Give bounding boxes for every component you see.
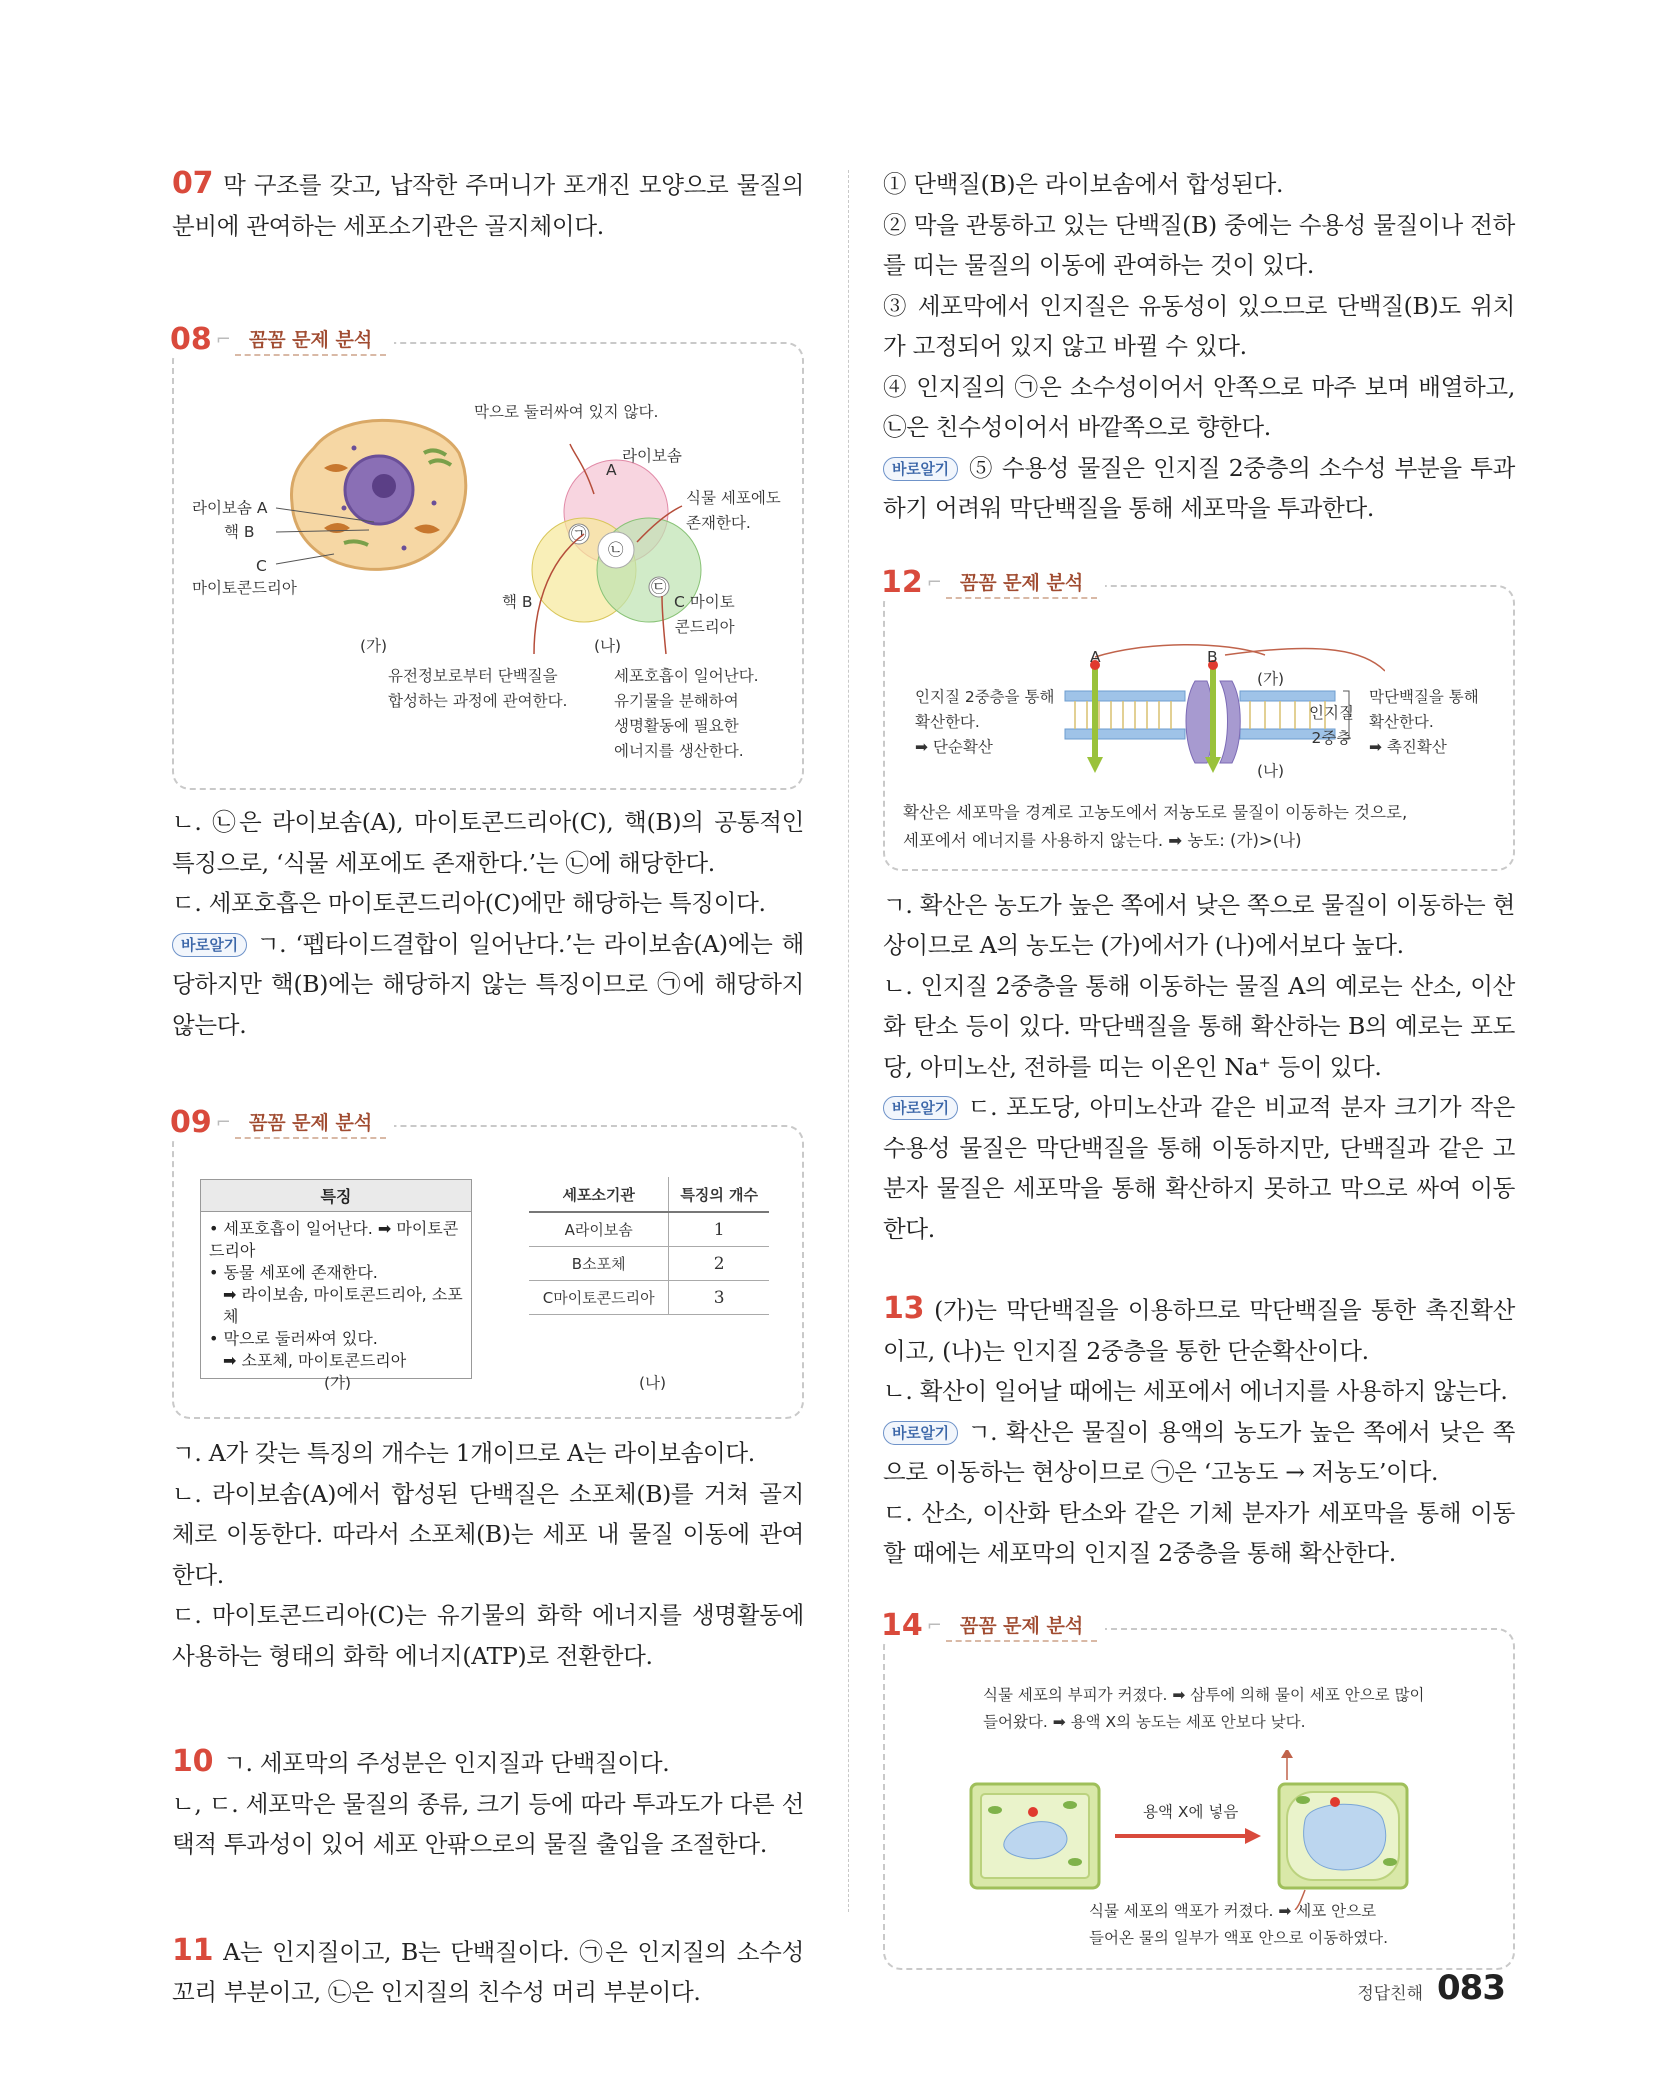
label-respiration-note: 세포호흡이 일어난다. 유기물을 분해하여 생명활동에 필요한 에너지를 생산한다. [614, 667, 759, 760]
answer-11-p5: 바로알기 ⑤ 수용성 물질은 인지질 2중층의 소수성 부분을 투과하기 어려워 막단백질을 통해 세포막을 투과한다. [883, 453, 1515, 522]
left-column [172, 164, 804, 2013]
label-symbol-3: ㉢ [651, 578, 667, 596]
label-symbol-1: ㉠ [571, 525, 587, 543]
answer-11-p3: ③ 세포막에서 인지질은 유동성이 있으므로 단백질(B)도 위치가 고정되어 있지 않고 바뀔 수 있다. [883, 291, 1515, 360]
caption-na: (나) [639, 1374, 667, 1392]
feature-row: ➡ 소포체, 마이토콘드리아 [223, 1351, 407, 1370]
answer-13-p3: 바로알기 ㄱ. 확산은 물질이 용액의 농도가 높은 쪽에서 낮은 쪽으로 이동하는 현상이므로 ㉠은 ‘고농도 → 저농도’이다. [883, 1417, 1515, 1486]
analysis-tag: 꼼꼼 문제 분석 [235, 323, 386, 356]
label-mitochondria: 마이토콘드리아 [192, 579, 297, 597]
plant-cell-diagram [965, 1750, 1445, 1910]
analysis-tag: 꼼꼼 문제 분석 [235, 1106, 386, 1139]
label-nucleus-b: 핵 B [224, 523, 255, 541]
badge-correction: 바로알기 [883, 1421, 958, 1445]
label-ribosome: 라이보솜 [622, 447, 682, 465]
feature-table-body [201, 1212, 471, 1378]
answer-13-p4: ㄷ. 산소, 이산화 탄소와 같은 기체 분자가 세포막을 통해 이동할 때에는 세포막의 인지질 2중층을 통해 확산한다. [883, 1498, 1515, 1567]
box-header: 14 ⌐ 꼼꼼 문제 분석 [881, 1608, 1105, 1643]
box-header: 09 ⌐ 꼼꼼 문제 분석 [170, 1105, 394, 1140]
label-bilayer: 인지질 2중층 [1309, 703, 1354, 747]
badge-correction: 바로알기 [883, 457, 958, 481]
question-number: 13 [883, 1291, 925, 1326]
label-gene-note: 유전정보로부터 단백질을 합성하는 과정에 관여한다. [388, 667, 568, 710]
answer-07: 07 막 구조를 갖고, 납작한 주머니가 포개진 모양으로 물질의 분비에 관여하는 세포소기관은 골지체이다. [172, 166, 804, 240]
analysis-box-12 [881, 564, 1515, 871]
answer-10-p2: ㄴ, ㄷ. 세포막은 물질의 종류, 크기 등에 따라 투과도가 다른 선택적 투과성이 있어 세포 안팎으로의 물질 출입을 조절한다. [172, 1789, 804, 1858]
label-top-note: 식물 세포의 부피가 커졌다. ➡ 삼투에 의해 물이 세포 안으로 많이 들어왔다. ➡ 용액 X의 농도는 세포 안보다 낮다. [983, 1685, 1425, 1731]
label-plant-note: 식물 세포에도 존재한다. [686, 489, 781, 532]
answer-09-p2: ㄴ. 라이보솜(A)에서 합성된 단백질은 소포체(B)를 거쳐 골지체로 이동한다. 따라서 소포체(B)는 세포 내 물질 이동에 관여한다. [172, 1479, 804, 1589]
label-summary: 확산은 세포막을 경계로 고농도에서 저농도로 물질이 이동하는 것으로, 세포에서 에너지를 사용하지 않는다. ➡ 농도: (가)>(나) [903, 802, 1408, 850]
right-column [883, 164, 1515, 1970]
venn-arrows [394, 414, 734, 674]
label-ga: (가) [1257, 669, 1285, 688]
analysis-box-09 [170, 1105, 804, 1419]
analysis-box-08 [170, 322, 804, 790]
table-row: A라이보솜 1 [529, 1212, 769, 1247]
caption-ga: (가) [360, 637, 388, 655]
answer-08-p2: ㄷ. 세포호흡은 마이토콘드리아(C)에만 해당하는 특징이다. [172, 889, 766, 917]
answer-11-p2: ② 막을 관통하고 있는 단백질(B) 중에는 수용성 물질이나 전하를 띠는 물질의 이동에 관여하는 것이 있다. [883, 210, 1515, 279]
label-top-note: 막으로 둘러싸여 있지 않다. [474, 403, 659, 421]
column-divider [848, 170, 849, 1912]
label-na: (나) [1257, 761, 1285, 780]
question-number: 08 [170, 322, 212, 357]
answer-08-p3: 바로알기 ㄱ. ‘펩타이드결합이 일어난다.’는 라이보솜(A)에는 해당하지만 핵(B)에는 해당하지 않는 특징이므로 ㉠에 해당하지 않는다. [172, 929, 804, 1039]
label-b: B [1207, 647, 1218, 666]
label-ribosome-a: 라이보솜 A [192, 499, 268, 517]
analysis-box-14 [881, 1607, 1515, 1970]
answer-11-p1: ① 단백질(B)은 라이보솜에서 합성된다. [883, 170, 1284, 198]
question-number: 12 [881, 564, 923, 600]
feature-table-header: 특징 [201, 1180, 471, 1212]
analysis-tag: 꼼꼼 문제 분석 [946, 566, 1097, 599]
answer-09-p1: ㄱ. A가 갖는 특징의 개수는 1개이므로 A는 라이보솜이다. [172, 1439, 755, 1467]
feature-row: • 세포호흡이 일어난다. ➡ 마이토콘드리아 [209, 1219, 459, 1260]
footer-title: 정답친해 [1357, 1984, 1424, 2004]
feature-row: • 동물 세포에 존재한다. [209, 1263, 378, 1282]
badge-correction: 바로알기 [883, 1096, 958, 1120]
label-facilitated-diffusion: 막단백질을 통해 확산한다. ➡ 촉진확산 [1369, 687, 1479, 756]
answer-13-p1: 13 (가)는 막단백질을 이용하므로 막단백질을 통한 촉진확산이고, (나)는 인지질 2중층을 통한 단순확산이다. [883, 1291, 1515, 1365]
label-simple-diffusion: 인지질 2중층을 통해 확산한다. ➡ 단순확산 [915, 687, 1055, 756]
question-number: 14 [881, 1607, 923, 1643]
table-row: B소포체 2 [529, 1247, 769, 1281]
label-nucleus-b-venn: 핵 B [502, 593, 533, 611]
feature-table [200, 1179, 472, 1379]
question-number: 09 [170, 1105, 212, 1140]
feature-row: ➡ 라이보솜, 마이토콘드리아, 소포체 [223, 1285, 463, 1326]
page-footer [1357, 1968, 1505, 2008]
caption-na: (나) [594, 637, 622, 655]
label-symbol-2: ㉡ [608, 541, 624, 559]
label-c: C [256, 557, 267, 575]
question-number: 07 [172, 166, 214, 201]
question-number: 11 [172, 1932, 214, 1968]
label-c-mito: C 마이토 콘드리아 [674, 593, 735, 636]
analysis-tag: 꼼꼼 문제 분석 [946, 1609, 1097, 1642]
answer-12-p1: ㄱ. 확산은 농도가 높은 쪽에서 낮은 쪽으로 물질이 이동하는 현상이므로 A의 농도는 (가)에서가 (나)에서보다 높다. [883, 890, 1515, 959]
answer-11-p4: ④ 인지질의 ㉠은 소수성이어서 안쪽으로 마주 보며 배열하고, ㉡은 친수성이어서 바깥쪽으로 향한다. [883, 372, 1515, 441]
organelle-table [529, 1177, 769, 1315]
column-header: 세포소기관 [529, 1178, 669, 1213]
feature-row: • 막으로 둘러싸여 있다. [209, 1329, 378, 1348]
caption-ga: (가) [324, 1374, 352, 1392]
answer-12-p3: 바로알기 ㄷ. 포도당, 아미노산과 같은 비교적 분자 크기가 작은 수용성 물질은 막단백질을 통해 이동하지만, 단백질과 같은 고분자 물질은 세포막을 통해 확산하지 못하고 막으로 싸여 이동한다. [883, 1093, 1515, 1243]
label-leader-lines [274, 494, 394, 574]
answer-10-p1: 10 ㄱ. 세포막의 주성분은 인지질과 단백질이다. [172, 1744, 670, 1779]
question-number: 10 [172, 1744, 214, 1779]
label-arrow: 용액 X에 넣음 [1143, 1802, 1239, 1821]
box-header: 12 ⌐ 꼼꼼 문제 분석 [881, 565, 1105, 600]
answer-08-p1: ㄴ. ㉡은 라이보솜(A), 마이토콘드리아(C), 핵(B)의 공통적인 특징으로, ‘식물 세포에도 존재한다.’는 ㉡에 해당한다. [172, 808, 804, 877]
column-header: 특징의 개수 [669, 1178, 769, 1213]
box-header: 08 ⌐ 꼼꼼 문제 분석 [170, 322, 394, 357]
badge-correction: 바로알기 [172, 933, 247, 957]
answer-09-p3: ㄷ. 마이토콘드리아(C)는 유기물의 화학 에너지를 생명활동에 사용하는 형태의 화학 에너지(ATP)로 전환한다. [172, 1601, 804, 1670]
table-row: C마이토콘드리아 3 [529, 1281, 769, 1315]
label-a: A [1090, 647, 1101, 666]
answer-11: 11 A는 인지질이고, B는 단백질이다. ㉠은 인지질의 소수성 꼬리 부분이고, ㉡은 인지질의 친수성 머리 부분이다. [172, 1932, 804, 2006]
page-number: 083 [1437, 1968, 1505, 2008]
label-bottom-note: 식물 세포의 액포가 커졌다. ➡ 세포 안으로 들어온 물의 일부가 액포 안으로 이동하였다. [1089, 1901, 1389, 1947]
answer-12-p2: ㄴ. 인지질 2중층을 통해 이동하는 물질 A의 예로는 산소, 이산화 탄소 등이 있다. 막단백질을 통해 확산하는 B의 예로는 포도당, 아미노산, 전하를 띠는 이온인 Na⁺ 등이 있다. [883, 971, 1515, 1081]
label-a: A [606, 461, 617, 479]
answer-13-p2: ㄴ. 확산이 일어날 때에는 세포에서 에너지를 사용하지 않는다. [883, 1377, 1508, 1405]
